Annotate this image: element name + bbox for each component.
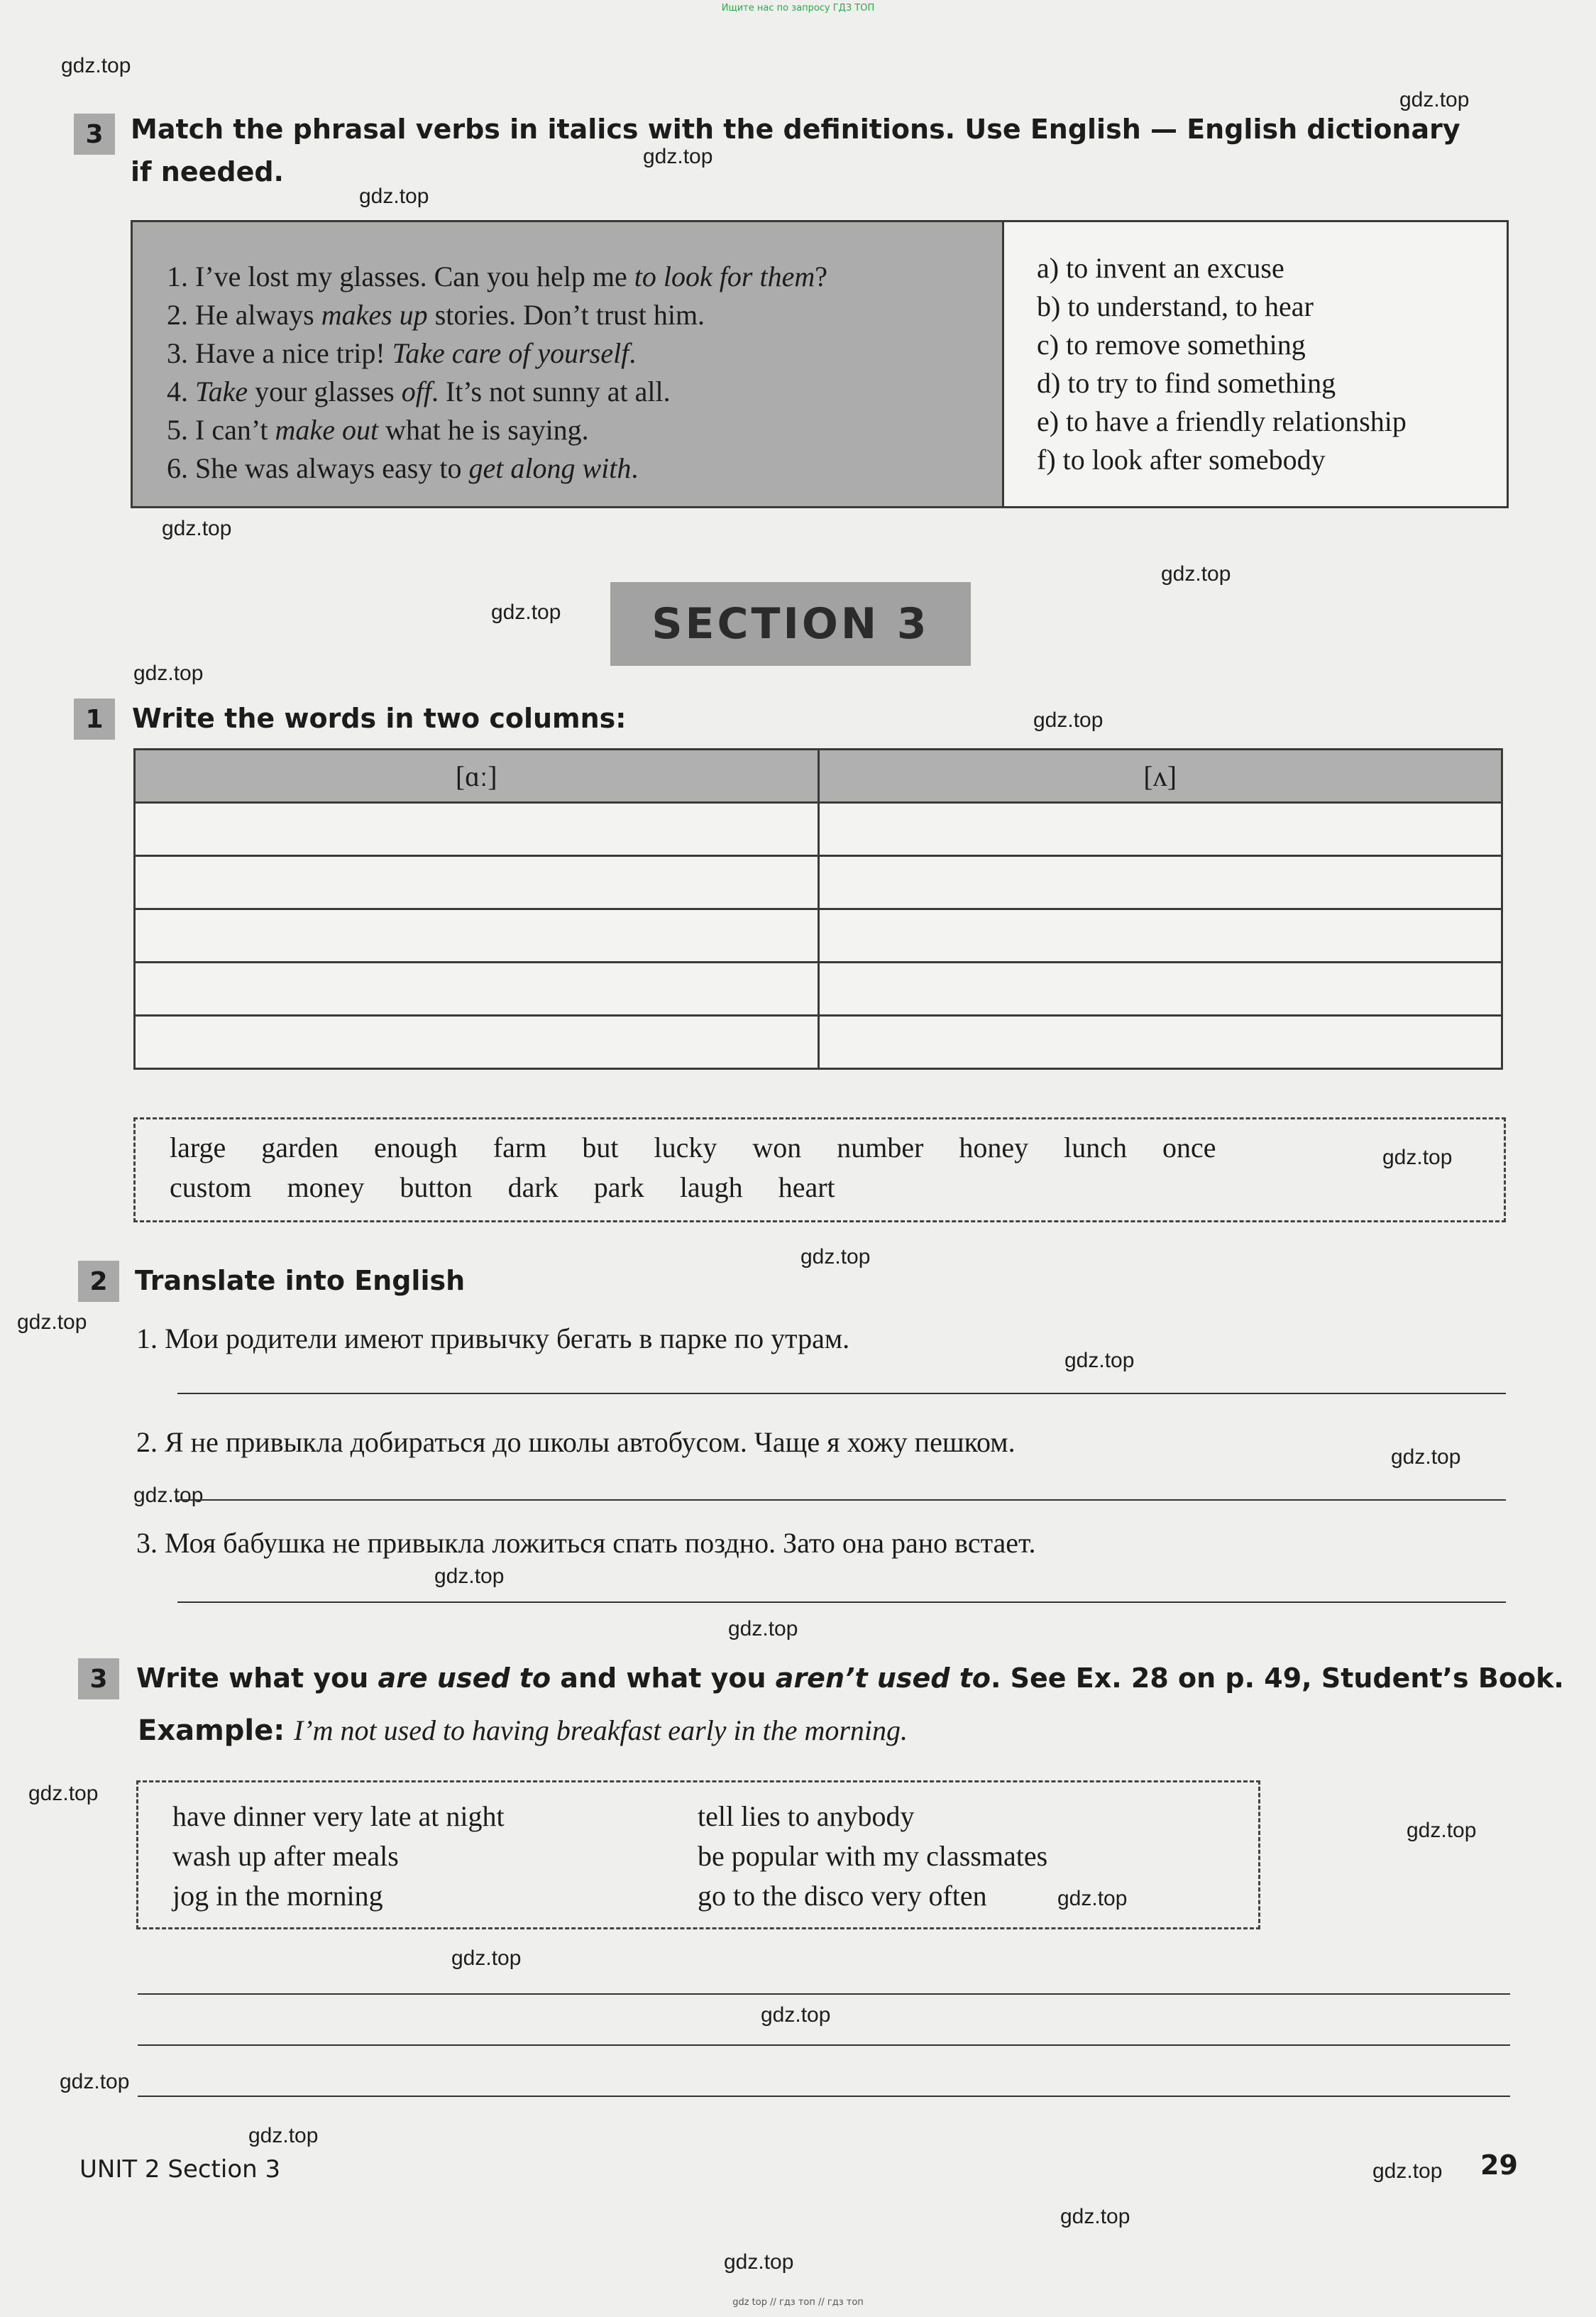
phrase: wash up after meals [172,1840,399,1872]
answer-line[interactable] [177,1601,1506,1603]
answer-cell[interactable] [818,963,1502,1016]
answer-cell[interactable] [135,963,819,1016]
column-header: [ɑː] [135,750,819,803]
answer-cell[interactable] [135,1016,819,1069]
definition-item: a) to invent an excuse [1037,252,1284,284]
definition-item: c) to remove something [1037,329,1306,361]
phrase-box [136,1780,1260,1929]
sentence-item: 2. He always makes up stories. Don’t trust him. [167,299,705,331]
answer-cell[interactable] [818,1016,1502,1069]
watermark: gdz.top [359,185,429,208]
sentence-item: 3. Have a nice trip! Take care of yourself. [167,337,637,369]
answer-line[interactable] [138,2044,1510,2046]
word: once [1162,1132,1216,1163]
sentence-item: 1. I’ve lost my glasses. Can you help me to look for them? [167,261,827,292]
watermark: gdz.top [133,662,204,685]
bottom-banner: gdz top // гдз топ // гдз топ [732,2297,864,2308]
example-text: I’m not used to having breakfast early in the morning. [293,1714,908,1746]
word: number [837,1132,924,1163]
phrase-column-left [172,1797,698,1927]
watermark: gdz.top [643,145,713,168]
exercise-number-badge: 1 [74,699,115,740]
exercise-number-badge: 3 [74,114,115,155]
watermark: gdz.top [28,1782,99,1805]
word-box [133,1117,1506,1222]
title-line: if needed. [131,156,284,187]
watermark: gdz.top [1060,2205,1130,2228]
exercise-title: Translate into English [135,1265,466,1296]
word: custom [170,1171,252,1203]
watermark: gdz.top [1064,1349,1135,1372]
watermark: gdz.top [451,1946,522,1970]
word: large [170,1132,226,1163]
footer-unit: UNIT 2 Section 3 [79,2155,281,2184]
example [138,1714,908,1747]
word: lucky [654,1132,717,1163]
phrase: have dinner very late at night [172,1800,505,1832]
word-row [170,1128,1504,1168]
sentence-item: 5. I can’t make out what he is saying. [167,414,589,446]
watermark: gdz.top [1382,1146,1453,1169]
exercise-title [131,108,1479,193]
word: honey [959,1132,1029,1163]
watermark: gdz.top [1161,562,1231,586]
answer-line[interactable] [138,2096,1510,2097]
exercise-number-badge: 2 [78,1261,119,1302]
exercise-title: Write the words in two columns: [132,703,627,734]
word: money [287,1171,365,1203]
translate-item: 1. Мои родители имеют привычку бегать в парке по утрам. [136,1322,850,1354]
watermark: gdz.top [60,2070,130,2093]
watermark: gdz.top [1372,2159,1443,2183]
answer-cell[interactable] [135,856,819,909]
word: enough [374,1132,458,1163]
phrase-column-right [698,1797,1047,1927]
exercise-title: Write what you are used to and what you aren’t used to. See Ex. 28 on p. 49, Student’s Book. [136,1663,1564,1694]
watermark: gdz.top [1057,1887,1128,1910]
answer-cell[interactable] [818,856,1502,909]
watermark: gdz.top [800,1245,871,1269]
word: dark [507,1171,558,1203]
watermark: gdz.top [1391,1445,1461,1469]
phrase: jog in the morning [172,1880,383,1912]
answer-cell[interactable] [818,909,1502,963]
watermark: gdz.top [133,1484,204,1507]
sound-columns-table [133,748,1503,1070]
translate-item: 3. Моя бабушка не привыкла ложиться спать поздно. Зато она рано встает. [136,1527,1036,1559]
answer-line[interactable] [138,1993,1510,1995]
word: button [400,1171,473,1203]
watermark: gdz.top [434,1565,505,1588]
watermark: gdz.top [491,601,561,624]
answer-cell[interactable] [135,909,819,963]
word: won [752,1132,802,1163]
definitions-column [1004,222,1507,506]
watermark: gdz.top [61,54,131,77]
translate-item: 2. Я не привыкла добираться до школы автобусом. Чаще я хожу пешком. [136,1426,1016,1458]
phrase: go to the disco very often [698,1880,987,1912]
page-number: 29 [1480,2149,1518,2181]
answer-cell[interactable] [135,803,819,856]
phrase: be popular with my classmates [698,1840,1048,1872]
definition-item: b) to understand, to hear [1037,290,1314,322]
sentence-item: 6. She was always easy to get along with. [167,452,639,484]
watermark: gdz.top [17,1310,87,1334]
watermark: gdz.top [248,2124,319,2147]
watermark: gdz.top [1033,708,1104,732]
column-header: [ʌ] [818,750,1502,803]
answer-line[interactable] [177,1499,1506,1501]
example-label: Example: [138,1714,285,1747]
watermark: gdz.top [724,2250,794,2274]
word: lunch [1064,1132,1128,1163]
watermark: gdz.top [162,517,232,540]
answer-cell[interactable] [818,803,1502,856]
title-line: Match the phrasal verbs in italics with the definitions. Use English — English dictionary [131,114,1460,145]
sentence-item: 4. Take your glasses off. It’s not sunny at all. [167,376,671,407]
watermark: gdz.top [728,1617,798,1640]
watermark: gdz.top [1399,88,1470,111]
sentences-column [133,222,1004,506]
top-banner: Ищите нас по запросу ГДЗ ТОП [721,3,875,13]
watermark: gdz.top [761,2003,831,2027]
word: heart [778,1171,835,1203]
section-title: SECTION 3 [610,582,971,666]
word: garden [261,1132,339,1163]
word: but [582,1132,619,1163]
exercise-number-badge: 3 [78,1658,119,1699]
word: park [593,1171,644,1203]
match-table [131,220,1509,508]
definition-item: f) to look after somebody [1037,444,1326,476]
word: laugh [679,1171,743,1203]
definition-item: e) to have a friendly relationship [1037,405,1407,437]
answer-line[interactable] [177,1393,1506,1394]
word: farm [492,1132,547,1163]
word-row [170,1168,1504,1207]
watermark: gdz.top [1407,1819,1477,1842]
definition-item: d) to try to find something [1037,367,1336,399]
phrase: tell lies to anybody [698,1800,915,1832]
